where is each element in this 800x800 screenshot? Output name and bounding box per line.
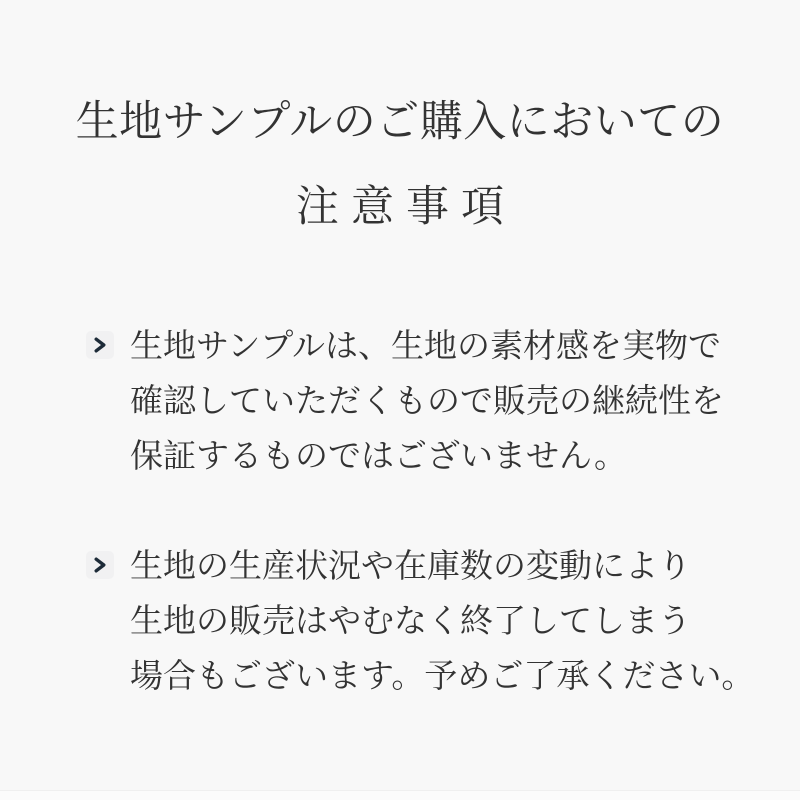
note-line: 確認していただくもので販売の継続性を (130, 381, 724, 421)
list-item (86, 538, 755, 703)
section-title-line1: 生地サンプルのご購入においての (75, 97, 725, 147)
note-line: 生地サンプルは、生地の素材感を実物で (130, 326, 722, 366)
note-line: 生地の販売はやむなく終了してしまう (130, 601, 691, 641)
note-line: 場合もございます。予めご了承ください。 (130, 656, 755, 696)
note-line: 保証するものではございません。 (130, 436, 627, 476)
note-line: 生地の生産状況や在庫数の変動により (130, 546, 691, 586)
note-text (130, 318, 724, 483)
note-text (130, 538, 754, 703)
chevron-right-icon (86, 331, 114, 359)
section-title (0, 0, 800, 233)
section-divider (0, 790, 800, 800)
list-item (86, 318, 740, 483)
notes-list (0, 318, 800, 703)
section-title-line2: 注意事項 (295, 181, 517, 232)
chevron-right-icon (86, 551, 114, 579)
